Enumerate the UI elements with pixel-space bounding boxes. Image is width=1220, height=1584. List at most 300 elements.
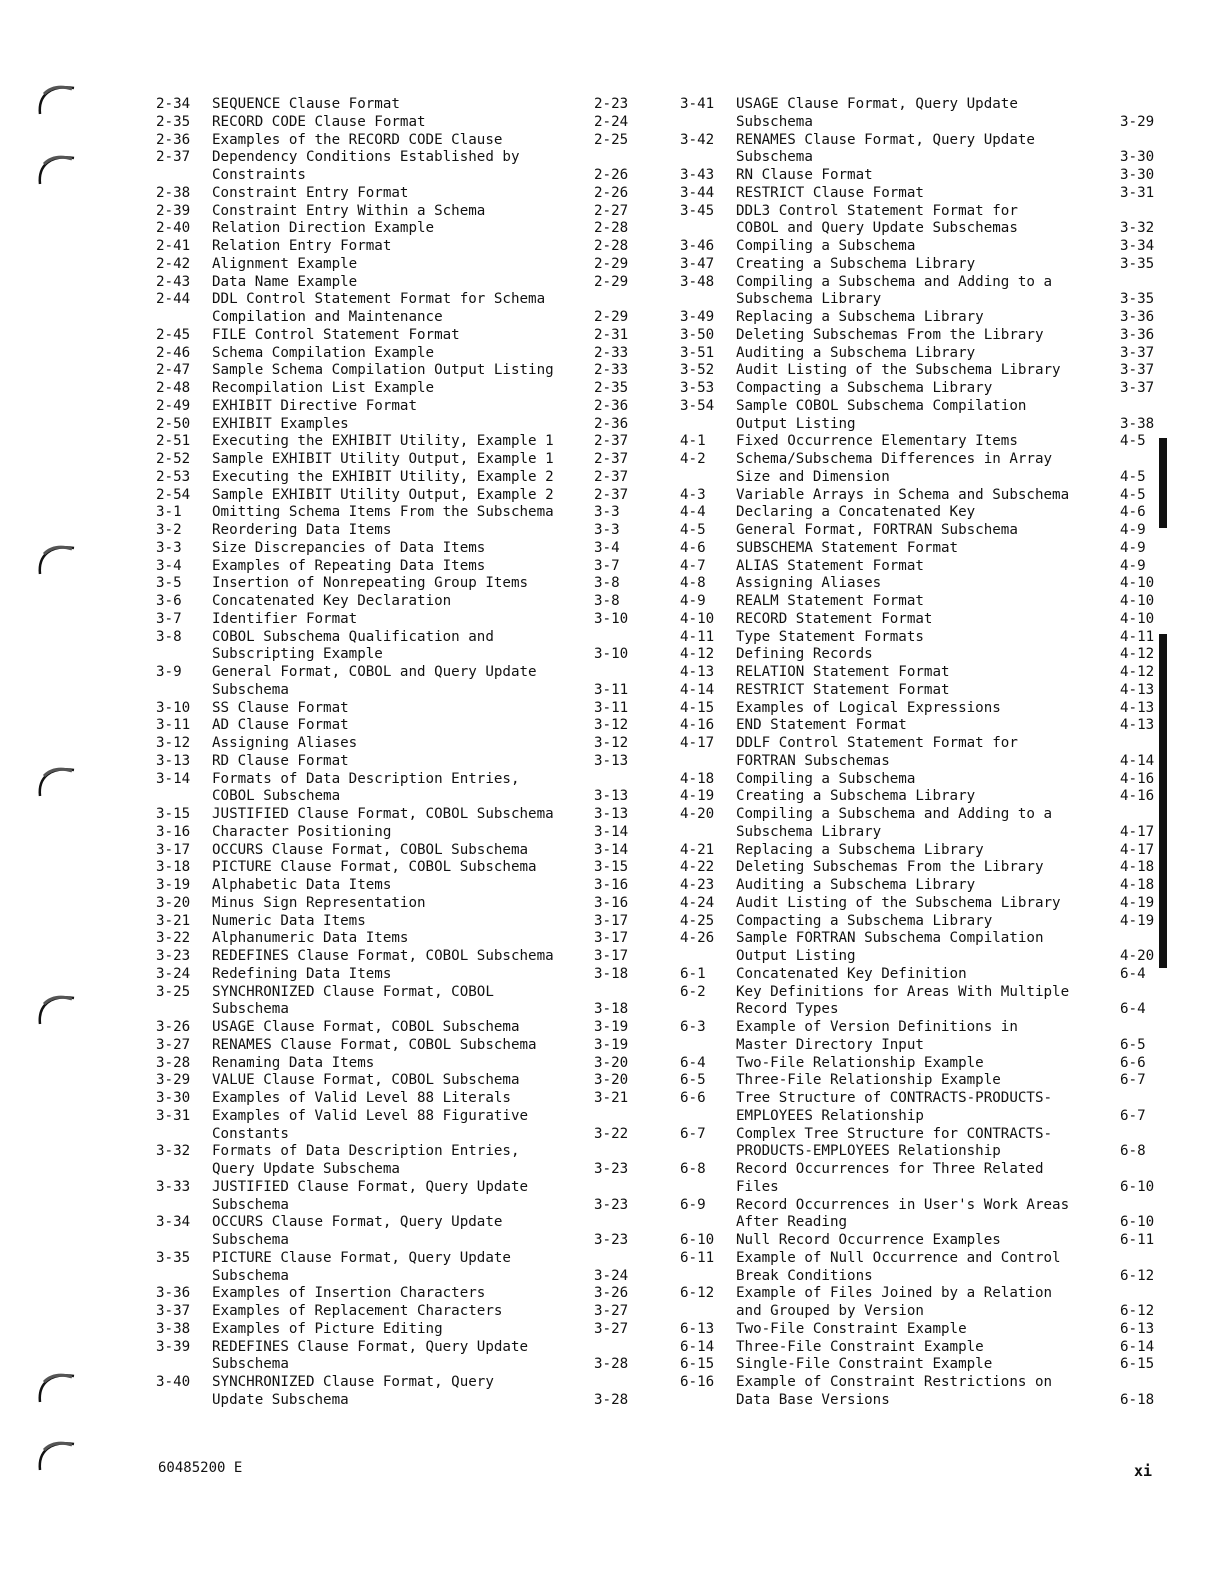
figure-page: 3-19 — [594, 1019, 629, 1035]
figure-title: Two-File Relationship Example — [736, 1054, 984, 1071]
figure-number: 3-34 — [156, 1214, 191, 1231]
figure-entry — [680, 380, 1160, 398]
figure-number: 3-22 — [156, 930, 191, 947]
figure-page: 3-11 — [594, 681, 629, 698]
figure-entry — [156, 717, 634, 735]
figure-number: 3-10 — [156, 699, 191, 716]
figure-page: 3-8 — [594, 575, 620, 592]
figure-number: 3-13 — [156, 752, 191, 769]
figure-number: 2-35 — [156, 113, 191, 130]
figure-entry — [680, 1250, 1160, 1286]
figure-entry — [156, 930, 634, 948]
figure-title: RESTRICT Statement Format — [736, 681, 950, 698]
figure-entry — [680, 96, 1160, 132]
figure-page: 4-17 — [1120, 823, 1155, 840]
figure-title: Compiling a Subschema — [736, 238, 916, 254]
figure-number: 2-39 — [156, 202, 191, 219]
figure-number: 3-47 — [680, 255, 715, 272]
figure-number: 3-44 — [680, 184, 715, 201]
figure-page: 2-29 — [594, 273, 629, 290]
figure-entry — [156, 948, 634, 966]
figure-page: 2-29 — [594, 309, 629, 325]
figure-number: 6-9 — [680, 1196, 706, 1213]
figure-page: 6-10 — [1120, 1178, 1155, 1195]
figure-number: 4-8 — [680, 575, 706, 592]
figure-title: PICTURE Clause Format, COBOL Subschema — [212, 859, 537, 876]
figure-title: Dependency Conditions Established by Constraints — [212, 149, 520, 183]
figure-page: 3-24 — [594, 1267, 629, 1284]
figure-entry — [156, 966, 634, 984]
figure-title: FILE Control Statement Format — [212, 326, 460, 343]
figure-title: Compiling a Subschema and Adding to a Subschema Library — [736, 273, 1053, 308]
figure-entry — [156, 575, 634, 593]
figure-page: 6-12 — [1120, 1303, 1155, 1319]
figure-page: 4-10 — [1120, 593, 1155, 609]
figure-number: 4-23 — [680, 877, 715, 893]
figure-number: 2-53 — [156, 468, 191, 485]
figure-title: Minus Sign Representation — [212, 894, 426, 911]
figure-number: 4-4 — [680, 504, 706, 521]
figure-number: 3-33 — [156, 1178, 191, 1195]
figure-number: 3-38 — [156, 1320, 191, 1337]
figure-entry — [680, 522, 1160, 540]
figure-title: Audit Listing of the Subschema Library — [736, 362, 1061, 379]
figure-number: 2-38 — [156, 184, 191, 201]
figure-entry — [156, 824, 634, 842]
figure-page: 4-9 — [1120, 539, 1146, 556]
figure-title: Examples of Valid Level 88 Literals — [212, 1090, 511, 1106]
figure-page: 6-18 — [1120, 1391, 1155, 1408]
figure-page: 3-14 — [594, 823, 629, 840]
figure-number: 6-10 — [680, 1232, 715, 1248]
figure-entry — [680, 274, 1160, 310]
figure-page: 3-13 — [594, 788, 629, 805]
figure-page: 3-34 — [1120, 238, 1155, 254]
figure-number: 3-26 — [156, 1019, 191, 1035]
figure-title: OCCURS Clause Format, COBOL Subschema — [212, 841, 529, 858]
figure-title: Compacting a Subschema Library — [736, 380, 993, 396]
figure-number: 2-34 — [156, 96, 191, 112]
figure-title: RESTRICT Clause Format — [736, 184, 924, 201]
figure-title: Examples of Replacement Characters — [212, 1303, 503, 1319]
figure-number: 3-2 — [156, 522, 182, 538]
figure-number: 6-13 — [680, 1320, 715, 1337]
figure-entry — [680, 487, 1160, 505]
figure-title: SEQUENCE Clause Format — [212, 96, 400, 112]
figure-title: Assigning Aliases — [212, 735, 358, 751]
figure-title: Concatenated Key Definition — [736, 965, 967, 982]
figure-page: 4-13 — [1120, 717, 1155, 734]
figure-page: 3-13 — [594, 752, 629, 769]
figure-title: Relation Direction Example — [212, 220, 435, 237]
figure-title: Compiling a Subschema — [736, 770, 916, 787]
figure-title: Data Name Example — [212, 273, 358, 290]
figure-page: 3-31 — [1120, 184, 1155, 201]
figure-page: 3-36 — [1120, 309, 1155, 325]
figure-title: Examples of Insertion Characters — [212, 1285, 486, 1302]
figure-page: 3-37 — [1120, 362, 1155, 379]
figure-title: RD Clause Format — [212, 752, 349, 769]
figure-entry — [156, 345, 634, 363]
figure-title: Example of Null Occurrence and Control Break Conditions — [736, 1249, 1061, 1284]
figure-number: 2-44 — [156, 291, 191, 308]
figure-entry — [156, 487, 634, 505]
figure-entry — [156, 859, 634, 877]
figure-entry — [156, 984, 634, 1020]
figure-entry — [156, 1019, 634, 1037]
figure-title: Alphanumeric Data Items — [212, 930, 409, 947]
figure-entry — [680, 788, 1160, 806]
figure-page: 4-16 — [1120, 788, 1155, 805]
figure-entry — [156, 1321, 634, 1339]
figure-title: COBOL Subschema Qualification and Subscripting Example — [212, 628, 494, 663]
figure-page: 3-18 — [594, 965, 629, 982]
figure-entry — [156, 398, 634, 416]
figure-title: Tree Structure of CONTRACTS-PRODUCTS- EMPLOYEES Relationship — [736, 1090, 1053, 1124]
figure-number: 3-37 — [156, 1303, 191, 1319]
figure-title: Deleting Subschemas From the Library — [736, 859, 1044, 876]
figure-entry — [156, 238, 634, 256]
figure-title: Fixed Occurrence Elementary Items — [736, 433, 1018, 450]
figure-page: 3-19 — [594, 1036, 629, 1053]
document-number: 60485200 E — [158, 1460, 243, 1476]
figure-entry — [156, 735, 634, 753]
figure-entry — [680, 1356, 1160, 1374]
figure-title: Examples of the RECORD CODE Clause — [212, 131, 503, 148]
figure-number: 3-29 — [156, 1072, 191, 1089]
figure-page: 6-13 — [1120, 1320, 1155, 1337]
figure-entry — [156, 433, 634, 451]
figure-number: 4-10 — [680, 610, 715, 627]
figure-number: 3-18 — [156, 859, 191, 876]
figure-entry — [156, 1250, 634, 1286]
figure-number: 2-45 — [156, 326, 191, 343]
figure-title: Compiling a Subschema and Adding to a Subschema Library — [736, 806, 1053, 840]
figure-number: 4-17 — [680, 735, 715, 751]
figure-number: 2-43 — [156, 273, 191, 290]
figure-number: 6-2 — [680, 983, 706, 1000]
figure-entry — [156, 1108, 634, 1144]
figure-entry — [156, 416, 634, 434]
figure-number: 3-42 — [680, 131, 715, 148]
figure-page: 2-37 — [594, 486, 629, 503]
figure-entry — [680, 1090, 1160, 1126]
figure-page: 3-13 — [594, 806, 629, 822]
figure-page: 3-37 — [1120, 380, 1155, 396]
figure-page: 3-7 — [594, 557, 620, 574]
figure-page: 3-30 — [1120, 149, 1155, 166]
figure-number: 4-6 — [680, 539, 706, 556]
figure-title: Insertion of Nonrepeating Group Items — [212, 575, 529, 592]
figure-number: 2-40 — [156, 220, 191, 237]
figure-page: 3-17 — [594, 948, 629, 964]
figure-entry — [156, 1037, 634, 1055]
figure-title: REDEFINES Clause Format, Query Update Subschema — [212, 1338, 529, 1373]
figure-title: Sample EXHIBIT Utility Output, Example 1 — [212, 451, 554, 467]
figure-entry — [680, 451, 1160, 487]
figure-title: Key Definitions for Areas With Multiple Record Types — [736, 983, 1070, 1018]
figure-entry — [680, 345, 1160, 363]
figure-number: 3-35 — [156, 1249, 191, 1266]
figure-page: 2-33 — [594, 344, 629, 361]
figure-entry — [156, 362, 634, 380]
figure-page: 4-12 — [1120, 646, 1155, 663]
figure-number: 3-24 — [156, 965, 191, 982]
figure-number: 2-50 — [156, 415, 191, 432]
figure-number: 6-8 — [680, 1161, 706, 1177]
figure-title: Character Positioning — [212, 823, 392, 840]
figure-entry — [156, 1090, 634, 1108]
figure-title: Replacing a Subschema Library — [736, 309, 984, 325]
figure-title: ALIAS Statement Format — [736, 557, 924, 574]
figure-page: 4-12 — [1120, 664, 1155, 680]
figure-page: 4-16 — [1120, 770, 1155, 787]
figure-title: Single-File Constraint Example — [736, 1356, 993, 1373]
figure-page: 3-23 — [594, 1196, 629, 1213]
figure-number: 2-41 — [156, 238, 191, 254]
figure-number: 2-37 — [156, 149, 191, 166]
figure-page: 4-13 — [1120, 681, 1155, 698]
figure-page: 3-16 — [594, 877, 629, 893]
figure-title: Size Discrepancies of Data Items — [212, 539, 486, 556]
figure-number: 4-24 — [680, 894, 715, 911]
page-number: xi — [1134, 1462, 1153, 1480]
figure-page: 6-15 — [1120, 1356, 1155, 1373]
figure-entry — [680, 700, 1160, 718]
figure-page: 3-12 — [594, 717, 629, 734]
figure-number: 2-42 — [156, 255, 191, 272]
figure-page: 2-24 — [594, 113, 629, 130]
figure-title: Example of Files Joined by a Relation and Grouped by Version — [736, 1285, 1053, 1319]
figure-page: 3-26 — [594, 1285, 629, 1302]
figure-entry — [680, 1374, 1160, 1410]
revision-change-bar — [1159, 634, 1167, 968]
figure-number: 6-1 — [680, 965, 706, 982]
figure-page: 4-14 — [1120, 752, 1155, 769]
figure-entry — [156, 611, 634, 629]
figure-title: Assigning Aliases — [736, 575, 882, 592]
figure-title: Sample EXHIBIT Utility Output, Example 2 — [212, 486, 554, 503]
figure-title: General Format, COBOL and Query Update Subschema — [212, 664, 537, 698]
figure-entry — [680, 185, 1160, 203]
figure-title: Alignment Example — [212, 255, 358, 272]
figure-number: 3-6 — [156, 593, 182, 609]
figure-title: Sample COBOL Subschema Compilation Output Listing — [736, 397, 1027, 432]
figure-title: Constraint Entry Within a Schema — [212, 202, 486, 219]
figure-title: DDLF Control Statement Format for FORTRAN Subschemas — [736, 735, 1018, 769]
figure-number: 3-28 — [156, 1054, 191, 1071]
figure-page: 3-3 — [594, 504, 620, 521]
figure-title: Examples of Repeating Data Items — [212, 557, 486, 574]
figure-page: 2-26 — [594, 184, 629, 201]
figure-entry — [156, 895, 634, 913]
figure-title: Example of Constraint Restrictions on Data Base Versions — [736, 1374, 1053, 1408]
figure-number: 4-26 — [680, 930, 715, 947]
figure-entry — [680, 398, 1160, 434]
figure-page: 3-14 — [594, 841, 629, 858]
figure-page: 3-16 — [594, 894, 629, 911]
figure-title: OCCURS Clause Format, Query Update Subschema — [212, 1214, 503, 1248]
figure-entry — [680, 913, 1160, 931]
figure-page: 3-32 — [1120, 220, 1155, 237]
figure-title: EXHIBIT Directive Format — [212, 397, 417, 414]
figure-title: Three-File Relationship Example — [736, 1072, 1001, 1089]
figure-entry — [680, 558, 1160, 576]
figure-title: Example of Version Definitions in Master Directory Input — [736, 1019, 1018, 1053]
figure-entry — [680, 682, 1160, 700]
figure-entry — [156, 327, 634, 345]
figure-number: 3-12 — [156, 735, 191, 751]
figure-page: 6-4 — [1120, 965, 1146, 982]
figure-page: 3-28 — [594, 1356, 629, 1373]
figure-page: 3-35 — [1120, 255, 1155, 272]
figure-page: 2-33 — [594, 362, 629, 379]
figure-title: SUBSCHEMA Statement Format — [736, 539, 959, 556]
figure-number: 2-47 — [156, 362, 191, 379]
figure-number: 4-3 — [680, 486, 706, 503]
figure-entry — [156, 220, 634, 238]
figure-number: 3-21 — [156, 912, 191, 929]
figure-title: Defining Records — [736, 646, 873, 663]
figure-entry — [156, 1179, 634, 1215]
figure-entry — [680, 895, 1160, 913]
binder-hole-mark — [34, 540, 78, 578]
figure-entry — [156, 380, 634, 398]
figure-page: 3-27 — [594, 1320, 629, 1337]
figure-entry — [156, 842, 634, 860]
figure-entry — [680, 1019, 1160, 1055]
figure-page: 2-31 — [594, 326, 629, 343]
figure-entry — [156, 185, 634, 203]
figure-number: 3-23 — [156, 948, 191, 964]
figure-number: 3-17 — [156, 841, 191, 858]
figure-entry — [156, 913, 634, 931]
figure-number: 3-9 — [156, 664, 182, 680]
figure-title: SYNCHRONIZED Clause Format, Query Update Subschema — [212, 1374, 494, 1408]
figure-title: USAGE Clause Format, COBOL Subschema — [212, 1019, 520, 1035]
figure-entry — [156, 1072, 634, 1090]
figure-entry — [680, 167, 1160, 185]
figure-number: 3-11 — [156, 717, 191, 734]
figure-entry — [156, 1055, 634, 1073]
figure-page: 3-35 — [1120, 291, 1155, 308]
figure-page: 3-30 — [1120, 167, 1155, 183]
figure-title: REDEFINES Clause Format, COBOL Subschema — [212, 948, 554, 964]
figure-entry — [156, 771, 634, 807]
figure-entry — [156, 291, 634, 327]
figure-number: 4-5 — [680, 522, 706, 538]
figure-number: 3-48 — [680, 273, 715, 290]
figure-number: 6-14 — [680, 1338, 715, 1355]
figure-title: Executing the EXHIBIT Utility, Example 1 — [212, 433, 554, 450]
figure-number: 3-46 — [680, 238, 715, 254]
figure-page: 3-12 — [594, 735, 629, 751]
figure-page: 4-9 — [1120, 522, 1146, 538]
figure-number: 3-43 — [680, 167, 715, 183]
figure-entry — [156, 96, 634, 114]
figure-entry — [156, 664, 634, 700]
figure-title: Renaming Data Items — [212, 1054, 375, 1071]
figure-number: 6-4 — [680, 1054, 706, 1071]
figure-entry — [680, 309, 1160, 327]
figure-page: 3-8 — [594, 593, 620, 609]
figure-number: 2-49 — [156, 397, 191, 414]
figure-entry — [680, 717, 1160, 735]
figure-entry — [156, 1214, 634, 1250]
figure-number: 3-41 — [680, 96, 715, 112]
figure-number: 3-30 — [156, 1090, 191, 1106]
figure-number: 4-1 — [680, 433, 706, 450]
figure-entry — [680, 877, 1160, 895]
figure-page: 3-20 — [594, 1054, 629, 1071]
figure-title: RELATION Statement Format — [736, 664, 950, 680]
figure-title: JUSTIFIED Clause Format, Query Update Subschema — [212, 1178, 529, 1213]
figure-page: 3-38 — [1120, 415, 1155, 432]
figure-page: 4-11 — [1120, 628, 1155, 645]
figure-entry — [680, 540, 1160, 558]
figure-page: 6-5 — [1120, 1036, 1146, 1053]
figure-entry — [156, 1303, 634, 1321]
binder-hole-mark — [34, 1436, 78, 1474]
figure-title: Sample Schema Compilation Output Listing — [212, 362, 554, 379]
figure-number: 3-1 — [156, 504, 182, 521]
figure-title: Replacing a Subschema Library — [736, 841, 984, 858]
figure-entry — [680, 984, 1160, 1020]
figure-title: Record Occurrences in User's Work Areas After Reading — [736, 1196, 1070, 1231]
figure-title: RN Clause Format — [736, 167, 873, 183]
figure-entry — [680, 504, 1160, 522]
figure-entry — [680, 362, 1160, 380]
figure-title: Type Statement Formats — [736, 628, 924, 645]
figure-entry — [680, 629, 1160, 647]
figure-number: 3-25 — [156, 983, 191, 1000]
figure-page: 4-18 — [1120, 877, 1155, 893]
figure-number: 3-49 — [680, 309, 715, 325]
figure-page: 4-20 — [1120, 948, 1155, 964]
figure-page: 3-15 — [594, 859, 629, 876]
figure-page: 6-14 — [1120, 1338, 1155, 1355]
figure-title: Recompilation List Example — [212, 380, 435, 396]
figure-title: Auditing a Subschema Library — [736, 344, 976, 361]
figure-number: 4-9 — [680, 593, 706, 609]
figure-title: RECORD CODE Clause Format — [212, 113, 426, 130]
figure-number: 3-54 — [680, 397, 715, 414]
figure-page: 3-20 — [594, 1072, 629, 1089]
figure-number: 3-4 — [156, 557, 182, 574]
figure-title: Redefining Data Items — [212, 965, 392, 982]
figure-entry — [680, 859, 1160, 877]
figure-entry — [680, 433, 1160, 451]
figure-entry — [680, 1339, 1160, 1357]
figure-entry — [680, 203, 1160, 239]
figure-title: Constraint Entry Format — [212, 184, 409, 201]
figure-title: PICTURE Clause Format, Query Update Subschema — [212, 1249, 511, 1284]
figure-page: 4-19 — [1120, 912, 1155, 929]
figure-number: 3-14 — [156, 770, 191, 787]
figure-entry — [680, 1055, 1160, 1073]
figure-number: 6-15 — [680, 1356, 715, 1373]
figure-number: 3-50 — [680, 326, 715, 343]
figure-number: 2-36 — [156, 131, 191, 148]
figure-page: 4-5 — [1120, 433, 1146, 450]
figure-page: 2-28 — [594, 238, 629, 254]
figure-entry — [156, 877, 634, 895]
figure-title: USAGE Clause Format, Query Update Subschema — [736, 96, 1018, 130]
figure-number: 3-3 — [156, 539, 182, 556]
figure-number: 4-15 — [680, 699, 715, 716]
figure-page: 3-10 — [594, 610, 629, 627]
figure-number: 6-6 — [680, 1090, 706, 1106]
